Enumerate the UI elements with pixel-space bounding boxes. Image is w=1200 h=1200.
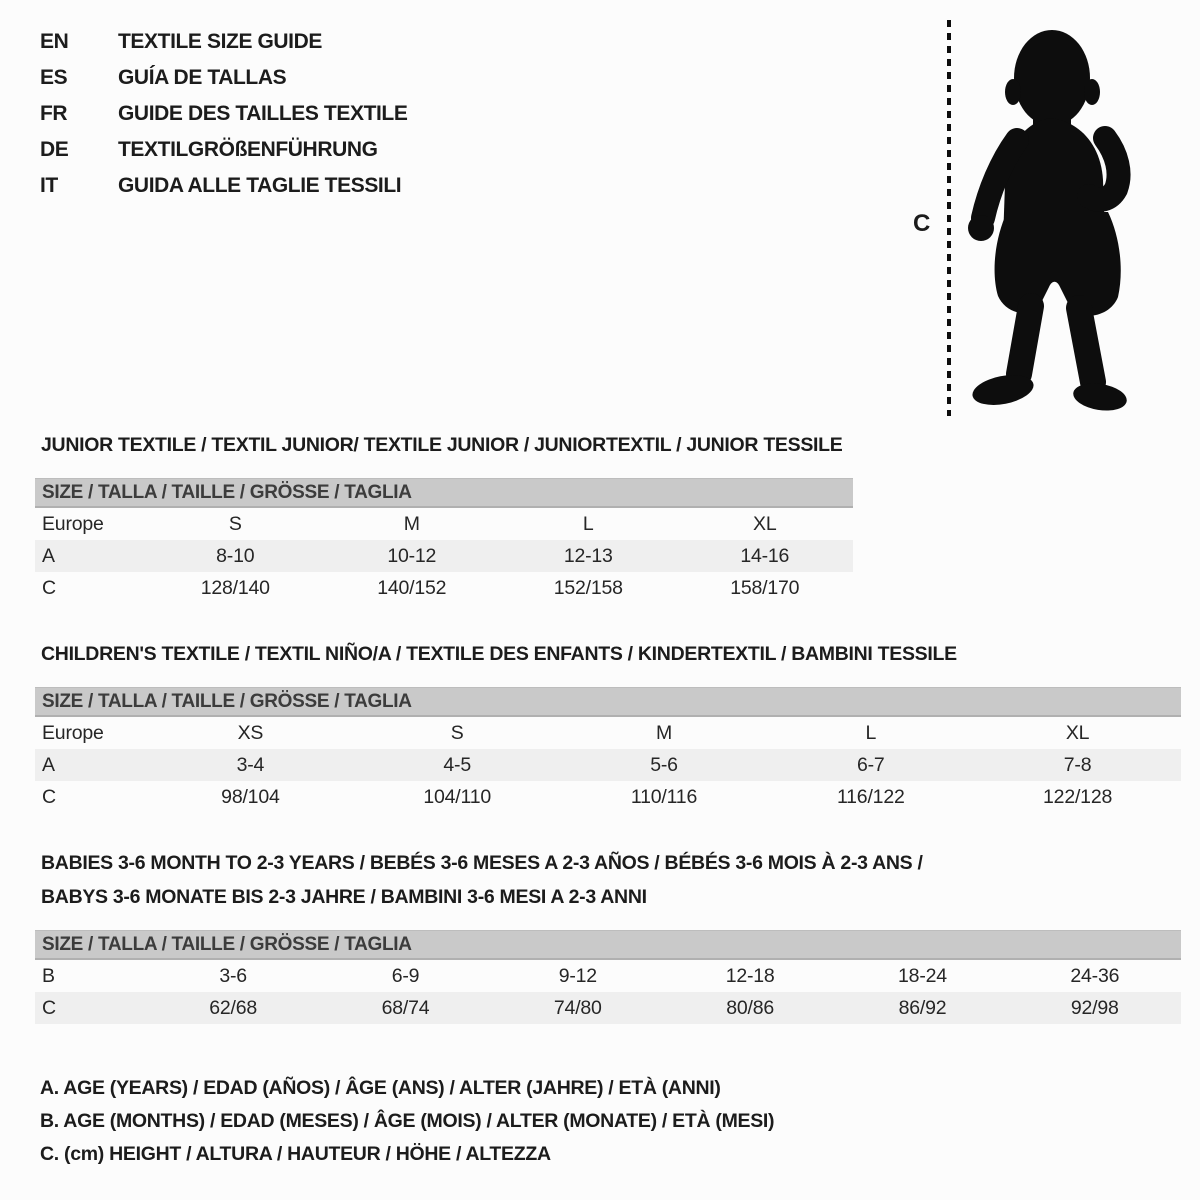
- language-title: GUIDE DES TAILLES TEXTILE: [118, 102, 408, 125]
- size-header-band: [35, 930, 1181, 960]
- table-cell: 128/140: [200, 577, 270, 599]
- language-code: DE: [40, 138, 69, 161]
- row-label: C: [42, 577, 56, 599]
- table-cell: 7-8: [1063, 754, 1092, 776]
- table-row: [35, 540, 853, 572]
- table-cell: 9-12: [558, 965, 597, 987]
- toddler-silhouette-icon: [961, 16, 1141, 421]
- table-cell: S: [228, 513, 242, 535]
- table-cell: 8-10: [216, 545, 255, 567]
- table-row: [35, 508, 853, 540]
- language-title: TEXTILGRÖßENFÜHRUNG: [118, 138, 378, 161]
- language-code: FR: [40, 102, 68, 125]
- row-label: C: [42, 786, 56, 808]
- language-title: GUIDA ALLE TAGLIE TESSILI: [118, 174, 402, 197]
- table-cell: 4-5: [443, 754, 471, 776]
- table-cell: 74/80: [553, 997, 602, 1019]
- size-header-band: [35, 478, 853, 508]
- table-cell: 12-13: [563, 545, 613, 567]
- table-cell: L: [865, 722, 877, 744]
- table-cell: 152/158: [553, 577, 623, 599]
- table-cell: 158/170: [730, 577, 800, 599]
- language-code: IT: [40, 174, 58, 197]
- table-row: [35, 992, 1181, 1024]
- language-title: TEXTILE SIZE GUIDE: [118, 30, 322, 53]
- table-cell: S: [450, 722, 464, 744]
- table-row: [35, 717, 1181, 749]
- table-cell: 3-4: [236, 754, 265, 776]
- language-row: [40, 168, 407, 204]
- table-body: [35, 508, 853, 604]
- language-row: [40, 24, 407, 60]
- size-header-label: SIZE / TALLA / TAILLE / GRÖSSE / TAGLIA: [42, 934, 412, 955]
- size-header-label: SIZE / TALLA / TAILLE / GRÖSSE / TAGLIA: [42, 482, 412, 503]
- junior-textile-section: [35, 428, 853, 604]
- section-title: BABIES 3-6 MONTH TO 2-3 YEARS / BEBÉS 3-6 MESES A 2-3 AÑOS / BÉBÉS 3-6 MOIS À 2-3 ANS /: [41, 852, 923, 874]
- table-cell: 110/116: [630, 786, 698, 808]
- section-title-wrap: [35, 846, 1181, 914]
- language-code: ES: [40, 66, 68, 89]
- size-header-label: SIZE / TALLA / TAILLE / GRÖSSE / TAGLIA: [42, 691, 412, 712]
- table-cell: XL: [1065, 722, 1090, 744]
- language-row: [40, 60, 407, 96]
- legend-line: A. AGE (YEARS) / EDAD (AÑOS) / ÂGE (ANS) / ALTER (JAHRE) / ETÀ (ANNI): [40, 1077, 721, 1099]
- table-body: [35, 717, 1181, 813]
- table-cell: 104/110: [423, 786, 492, 808]
- table-cell: 3-6: [219, 965, 247, 987]
- row-label: A: [42, 545, 55, 567]
- table-cell: 98/104: [221, 786, 280, 808]
- table-cell: 5-6: [650, 754, 678, 776]
- legend-line: B. AGE (MONTHS) / EDAD (MESES) / ÂGE (MOIS) / ALTER (MONATE) / ETÀ (MESI): [40, 1110, 775, 1132]
- section-title-wrap: [35, 637, 1181, 671]
- language-title: GUÍA DE TALLAS: [118, 66, 287, 89]
- table-cell: XS: [237, 722, 264, 744]
- table-cell: 80/86: [726, 997, 775, 1019]
- table-cell: 10-12: [387, 545, 437, 567]
- table-body: [35, 960, 1181, 1024]
- section-title-wrap: [35, 428, 853, 462]
- table-cell: 62/68: [209, 997, 258, 1019]
- table-cell: 12-18: [725, 965, 775, 987]
- childrens-textile-section: [35, 637, 1181, 813]
- table-cell: 122/128: [1043, 786, 1113, 808]
- height-dashed-line: [947, 20, 951, 416]
- table-cell: 86/92: [898, 997, 947, 1019]
- table-cell: 68/74: [381, 997, 430, 1019]
- table-cell: 140/152: [377, 577, 447, 599]
- table-cell: M: [403, 513, 420, 535]
- table-cell: 92/98: [1070, 997, 1119, 1019]
- legend-line: C. (cm) HEIGHT / ALTURA / HAUTEUR / HÖHE / ALTEZZA: [40, 1143, 551, 1165]
- size-header-band: [35, 687, 1181, 717]
- table-cell: 18-24: [898, 965, 947, 987]
- row-label: Europe: [42, 513, 104, 535]
- height-figure: [905, 12, 1165, 424]
- section-title: BABYS 3-6 MONATE BIS 2-3 JAHRE / BAMBINI 3-6 MESI A 2-3 ANNI: [41, 886, 647, 908]
- legend-block: [40, 1072, 774, 1171]
- table-cell: 116/122: [836, 786, 905, 808]
- table-row: [35, 781, 1181, 813]
- table-cell: XL: [753, 513, 777, 535]
- row-label: Europe: [42, 722, 104, 744]
- height-measure-label: C: [913, 210, 931, 237]
- table-row: [35, 572, 853, 604]
- language-code: EN: [40, 30, 69, 53]
- language-title-block: [40, 24, 407, 204]
- row-label: B: [42, 965, 55, 987]
- row-label: A: [42, 754, 55, 776]
- section-title: JUNIOR TEXTILE / TEXTIL JUNIOR/ TEXTILE JUNIOR / JUNIORTEXTIL / JUNIOR TESSILE: [41, 434, 843, 456]
- language-row: [40, 132, 407, 168]
- section-title: CHILDREN'S TEXTILE / TEXTIL NIÑO/A / TEXTILE DES ENFANTS / KINDERTEXTIL / BAMBINI TESSILE: [41, 643, 957, 665]
- table-cell: 14-16: [740, 545, 790, 567]
- table-row: [35, 749, 1181, 781]
- row-label: C: [42, 997, 56, 1019]
- table-cell: 24-36: [1070, 965, 1120, 987]
- language-row: [40, 96, 407, 132]
- babies-textile-section: [35, 846, 1181, 1024]
- table-cell: L: [582, 513, 594, 535]
- table-cell: M: [655, 722, 673, 744]
- table-cell: 6-7: [856, 754, 885, 776]
- table-cell: 6-9: [391, 965, 420, 987]
- table-row: [35, 960, 1181, 992]
